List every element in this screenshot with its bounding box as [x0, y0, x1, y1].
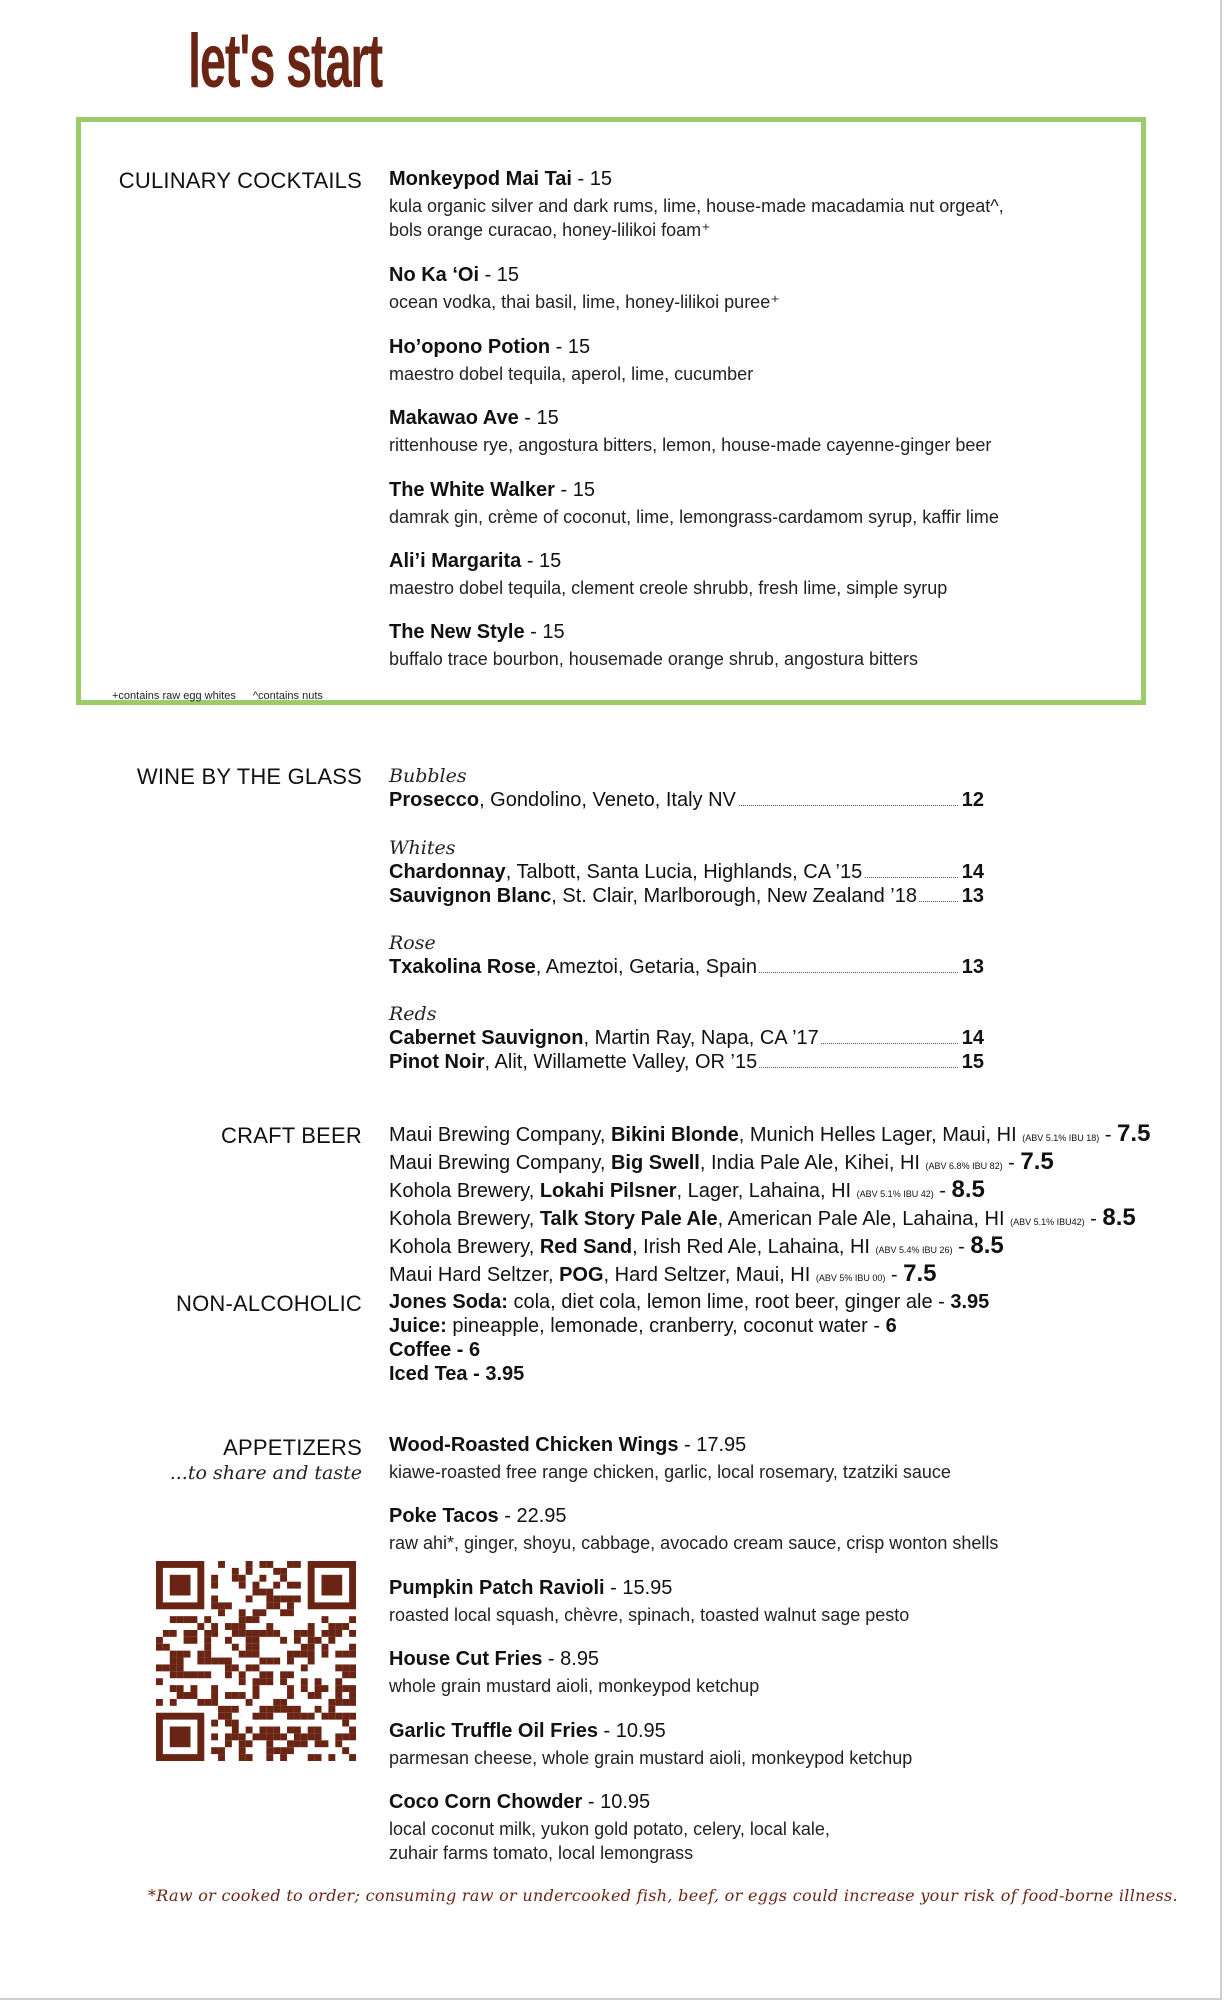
item-name: Wood-Roasted Chicken Wings: [389, 1434, 679, 1456]
cocktail-item: [389, 619, 1129, 671]
section-label-wine: WINE BY THE GLASS: [136, 764, 362, 789]
wine-row: [389, 1050, 984, 1074]
item-name: No Ka ‘Oi: [389, 264, 480, 286]
section-label-appetizers: APPETIZERS: [223, 1435, 362, 1460]
beer-name: POG: [559, 1264, 604, 1286]
beer-row: Maui Brewing Company, Big Swell, India Pale Ale, Kihei, HI (ABV 6.8% IBU 82) - 7.5: [389, 1148, 1054, 1175]
beer-list: [389, 1120, 1151, 1290]
wine-detail: , Gondolino, Veneto, Italy NV: [479, 789, 736, 811]
drink-name: Iced Tea - 3.95: [389, 1363, 525, 1385]
item-desc: kiawe-roasted free range chicken, garlic, local rosemary, tzatziki sauce: [389, 1462, 951, 1482]
item-desc: ocean vodka, thai basil, lime, honey-lilikoi puree⁺: [389, 292, 780, 312]
wine-price: 14: [961, 1027, 984, 1049]
beer-abv: (ABV 5.1% IBU 18): [1022, 1133, 1100, 1143]
item-price: - 15.95: [604, 1577, 673, 1599]
item-desc: damrak gin, crème of coconut, lime, lemongrass-cardamom syrup, kaffir lime: [389, 507, 999, 527]
wine-category: Reds: [389, 1003, 437, 1025]
footnote: *Raw or cooked to order; consuming raw or undercooked fish, beef, or eggs could increase your risk of food-borne illness.: [148, 1886, 1178, 1905]
item-price: - 15: [479, 264, 520, 286]
drink-name: Coffee - 6: [389, 1339, 481, 1361]
beer-abv: (ABV 6.8% IBU 82): [925, 1161, 1003, 1171]
wine-group: [389, 764, 1129, 812]
item-price: - 15: [524, 621, 565, 643]
item-price: - 15: [571, 168, 613, 190]
wine-price: 15: [961, 1051, 984, 1073]
wine-price: 14: [961, 861, 984, 883]
beer-abv: (ABV 5.1% IBU42): [1010, 1217, 1085, 1227]
item-desc: maestro dobel tequila, clement creole shrubb, fresh lime, simple syrup: [389, 578, 948, 598]
item-name: House Cut Fries: [389, 1648, 543, 1670]
beer-row: Kohola Brewery, Red Sand, Irish Red Ale, Lahaina, HI (ABV 5.4% IBU 26) - 8.5: [389, 1232, 1004, 1259]
cocktail-item: [389, 548, 1129, 600]
appetizer-item: [389, 1646, 1129, 1698]
allergen-notes: [112, 690, 337, 702]
item-desc: maestro dobel tequila, aperol, lime, cucumber: [389, 364, 754, 384]
cocktail-item: [389, 477, 1129, 529]
wine-name: Txakolina Rose: [389, 956, 536, 978]
cocktail-item: [389, 334, 1129, 386]
item-name: Pumpkin Patch Ravioli: [389, 1577, 605, 1599]
beer-price: 8.5: [951, 1176, 985, 1203]
item-desc: raw ahi*, ginger, shoyu, cabbage, avocado cream sauce, crisp wonton shells: [389, 1533, 999, 1553]
beer-row: Maui Brewing Company, Bikini Blonde, Munich Helles Lager, Maui, HI (ABV 5.1% IBU 18) - 7.5: [389, 1120, 1151, 1147]
item-price: - 15: [521, 550, 562, 572]
beer-row: Maui Hard Seltzer, POG, Hard Seltzer, Maui, HI (ABV 5% IBU 00) - 7.5: [389, 1260, 937, 1287]
wine-category: Bubbles: [389, 765, 467, 787]
wine-name: Chardonnay: [389, 861, 506, 883]
wine-price: 13: [961, 956, 984, 978]
beer-price: 7.5: [1020, 1148, 1054, 1175]
wine-name: Cabernet Sauvignon: [389, 1027, 584, 1049]
beer-price: 8.5: [1102, 1204, 1136, 1231]
wine-name: Prosecco: [389, 789, 480, 811]
item-price: - 15: [550, 336, 591, 358]
beer-name: Bikini Blonde: [610, 1124, 739, 1146]
beer-row: Kohola Brewery, Lokahi Pilsner, Lager, Lahaina, HI (ABV 5.1% IBU 42) - 8.5: [389, 1176, 985, 1203]
wine-row: [389, 955, 984, 979]
item-name: Poke Tacos: [389, 1505, 499, 1527]
beer-price: 7.5: [903, 1260, 937, 1287]
wine-group: [389, 836, 1129, 908]
nonalc-row: Jones Soda: cola, diet cola, lemon lime, root beer, ginger ale - 3.95: [389, 1291, 990, 1313]
item-price: - 15: [518, 407, 559, 429]
appetizer-item: [389, 1503, 1129, 1555]
item-price: - 17.95: [678, 1434, 747, 1456]
beer-abv: (ABV 5.4% IBU 26): [875, 1245, 953, 1255]
wine-group: [389, 931, 1129, 979]
item-name: Monkeypod Mai Tai: [389, 168, 572, 190]
item-price: - 10.95: [582, 1791, 651, 1813]
cocktail-item: [389, 262, 1129, 314]
wine-price: 12: [961, 789, 984, 811]
note-nuts: ^contains nuts: [252, 690, 323, 702]
item-name: Garlic Truffle Oil Fries: [389, 1720, 598, 1742]
wine-row: [389, 788, 984, 812]
drink-price: 3.95: [950, 1291, 990, 1313]
beer-name: Red Sand: [539, 1236, 633, 1258]
item-desc: rittenhouse rye, angostura bitters, lemon, house-made cayenne-ginger beer: [389, 435, 992, 455]
wine-row: [389, 884, 984, 908]
page-title: let's start: [188, 19, 382, 104]
wine-price: 13: [961, 885, 984, 907]
item-desc: buffalo trace bourbon, housemade orange shrub, angostura bitters: [389, 649, 919, 669]
item-price: - 15: [554, 479, 595, 501]
beer-price: 8.5: [970, 1232, 1004, 1259]
wine-detail: , St. Clair, Marlborough, New Zealand ’18: [551, 885, 917, 907]
nonalc-list: [389, 1290, 1129, 1386]
wine-category: Rose: [389, 932, 436, 954]
item-name: The New Style: [389, 621, 525, 643]
item-name: Ho’opono Potion: [389, 336, 551, 358]
wine-detail: , Ameztoi, Getaria, Spain: [535, 956, 757, 978]
drink-name: Jones Soda:: [389, 1291, 508, 1313]
beer-name: Lokahi Pilsner: [539, 1180, 677, 1202]
section-label-cocktails: CULINARY COCKTAILS: [118, 168, 362, 193]
nonalc-row: [389, 1338, 1129, 1362]
item-desc: local coconut milk, yukon gold potato, celery, local kale,: [389, 1819, 830, 1839]
item-price: - 10.95: [597, 1720, 666, 1742]
item-price: - 22.95: [498, 1505, 567, 1527]
item-name: Coco Corn Chowder: [389, 1791, 583, 1813]
cocktail-item: [389, 166, 1129, 242]
nonalc-row: [389, 1362, 1129, 1386]
qr-code[interactable]: [156, 1556, 356, 1766]
appetizer-item: [389, 1575, 1129, 1627]
drink-name: Juice:: [389, 1315, 447, 1337]
appetizer-item: [389, 1718, 1129, 1770]
wine-name: Pinot Noir: [389, 1051, 485, 1073]
beer-price: 7.5: [1117, 1120, 1151, 1147]
section-label-nonalcoholic: NON-ALCOHOLIC: [176, 1291, 362, 1316]
beer-abv: (ABV 5.1% IBU 42): [856, 1189, 934, 1199]
wine-category: Whites: [389, 837, 456, 859]
nonalc-row: Juice: pineapple, lemonade, cranberry, coconut water - 6: [389, 1315, 897, 1337]
item-name: Ali’i Margarita: [389, 550, 522, 572]
item-desc: zuhair farms tomato, local lemongrass: [389, 1843, 694, 1863]
appetizer-item: [389, 1432, 1129, 1484]
wine-detail: , Martin Ray, Napa, CA ’17: [583, 1027, 819, 1049]
appetizers-subtitle: ...to share and taste: [169, 1462, 362, 1484]
wine-detail: , Alit, Willamette Valley, OR ’15: [484, 1051, 758, 1073]
beer-row: Kohola Brewery, Talk Story Pale Ale, American Pale Ale, Lahaina, HI (ABV 5.1% IBU42) - 8.5: [389, 1204, 1136, 1231]
item-desc: parmesan cheese, whole grain mustard aioli, monkeypod ketchup: [389, 1748, 913, 1768]
drink-price: 6: [885, 1315, 897, 1337]
beer-name: Talk Story Pale Ale: [539, 1208, 718, 1230]
item-name: The White Walker: [389, 479, 555, 501]
wine-row: [389, 860, 984, 884]
note-egg: +contains raw egg whites: [112, 690, 236, 702]
item-desc: roasted local squash, chèvre, spinach, toasted walnut sage pesto: [389, 1605, 910, 1625]
wine-row: [389, 1026, 984, 1050]
wine-name: Sauvignon Blanc: [389, 885, 552, 907]
beer-abv: (ABV 5% IBU 00): [815, 1273, 886, 1283]
appetizer-item: [389, 1789, 1129, 1865]
wine-group: [389, 1002, 1129, 1074]
cocktail-item: [389, 405, 1129, 457]
item-desc: whole grain mustard aioli, monkeypod ketchup: [389, 1676, 760, 1696]
beer-name: Big Swell: [610, 1152, 700, 1174]
item-desc: bols orange curacao, honey-lilikoi foam⁺: [389, 220, 711, 240]
item-price: - 8.95: [542, 1648, 600, 1670]
wine-detail: , Talbott, Santa Lucia, Highlands, CA ’15: [505, 861, 863, 883]
section-label-beer: CRAFT BEER: [221, 1123, 362, 1148]
item-desc: kula organic silver and dark rums, lime, house-made macadamia nut orgeat^,: [389, 196, 1004, 216]
item-name: Makawao Ave: [389, 407, 519, 429]
